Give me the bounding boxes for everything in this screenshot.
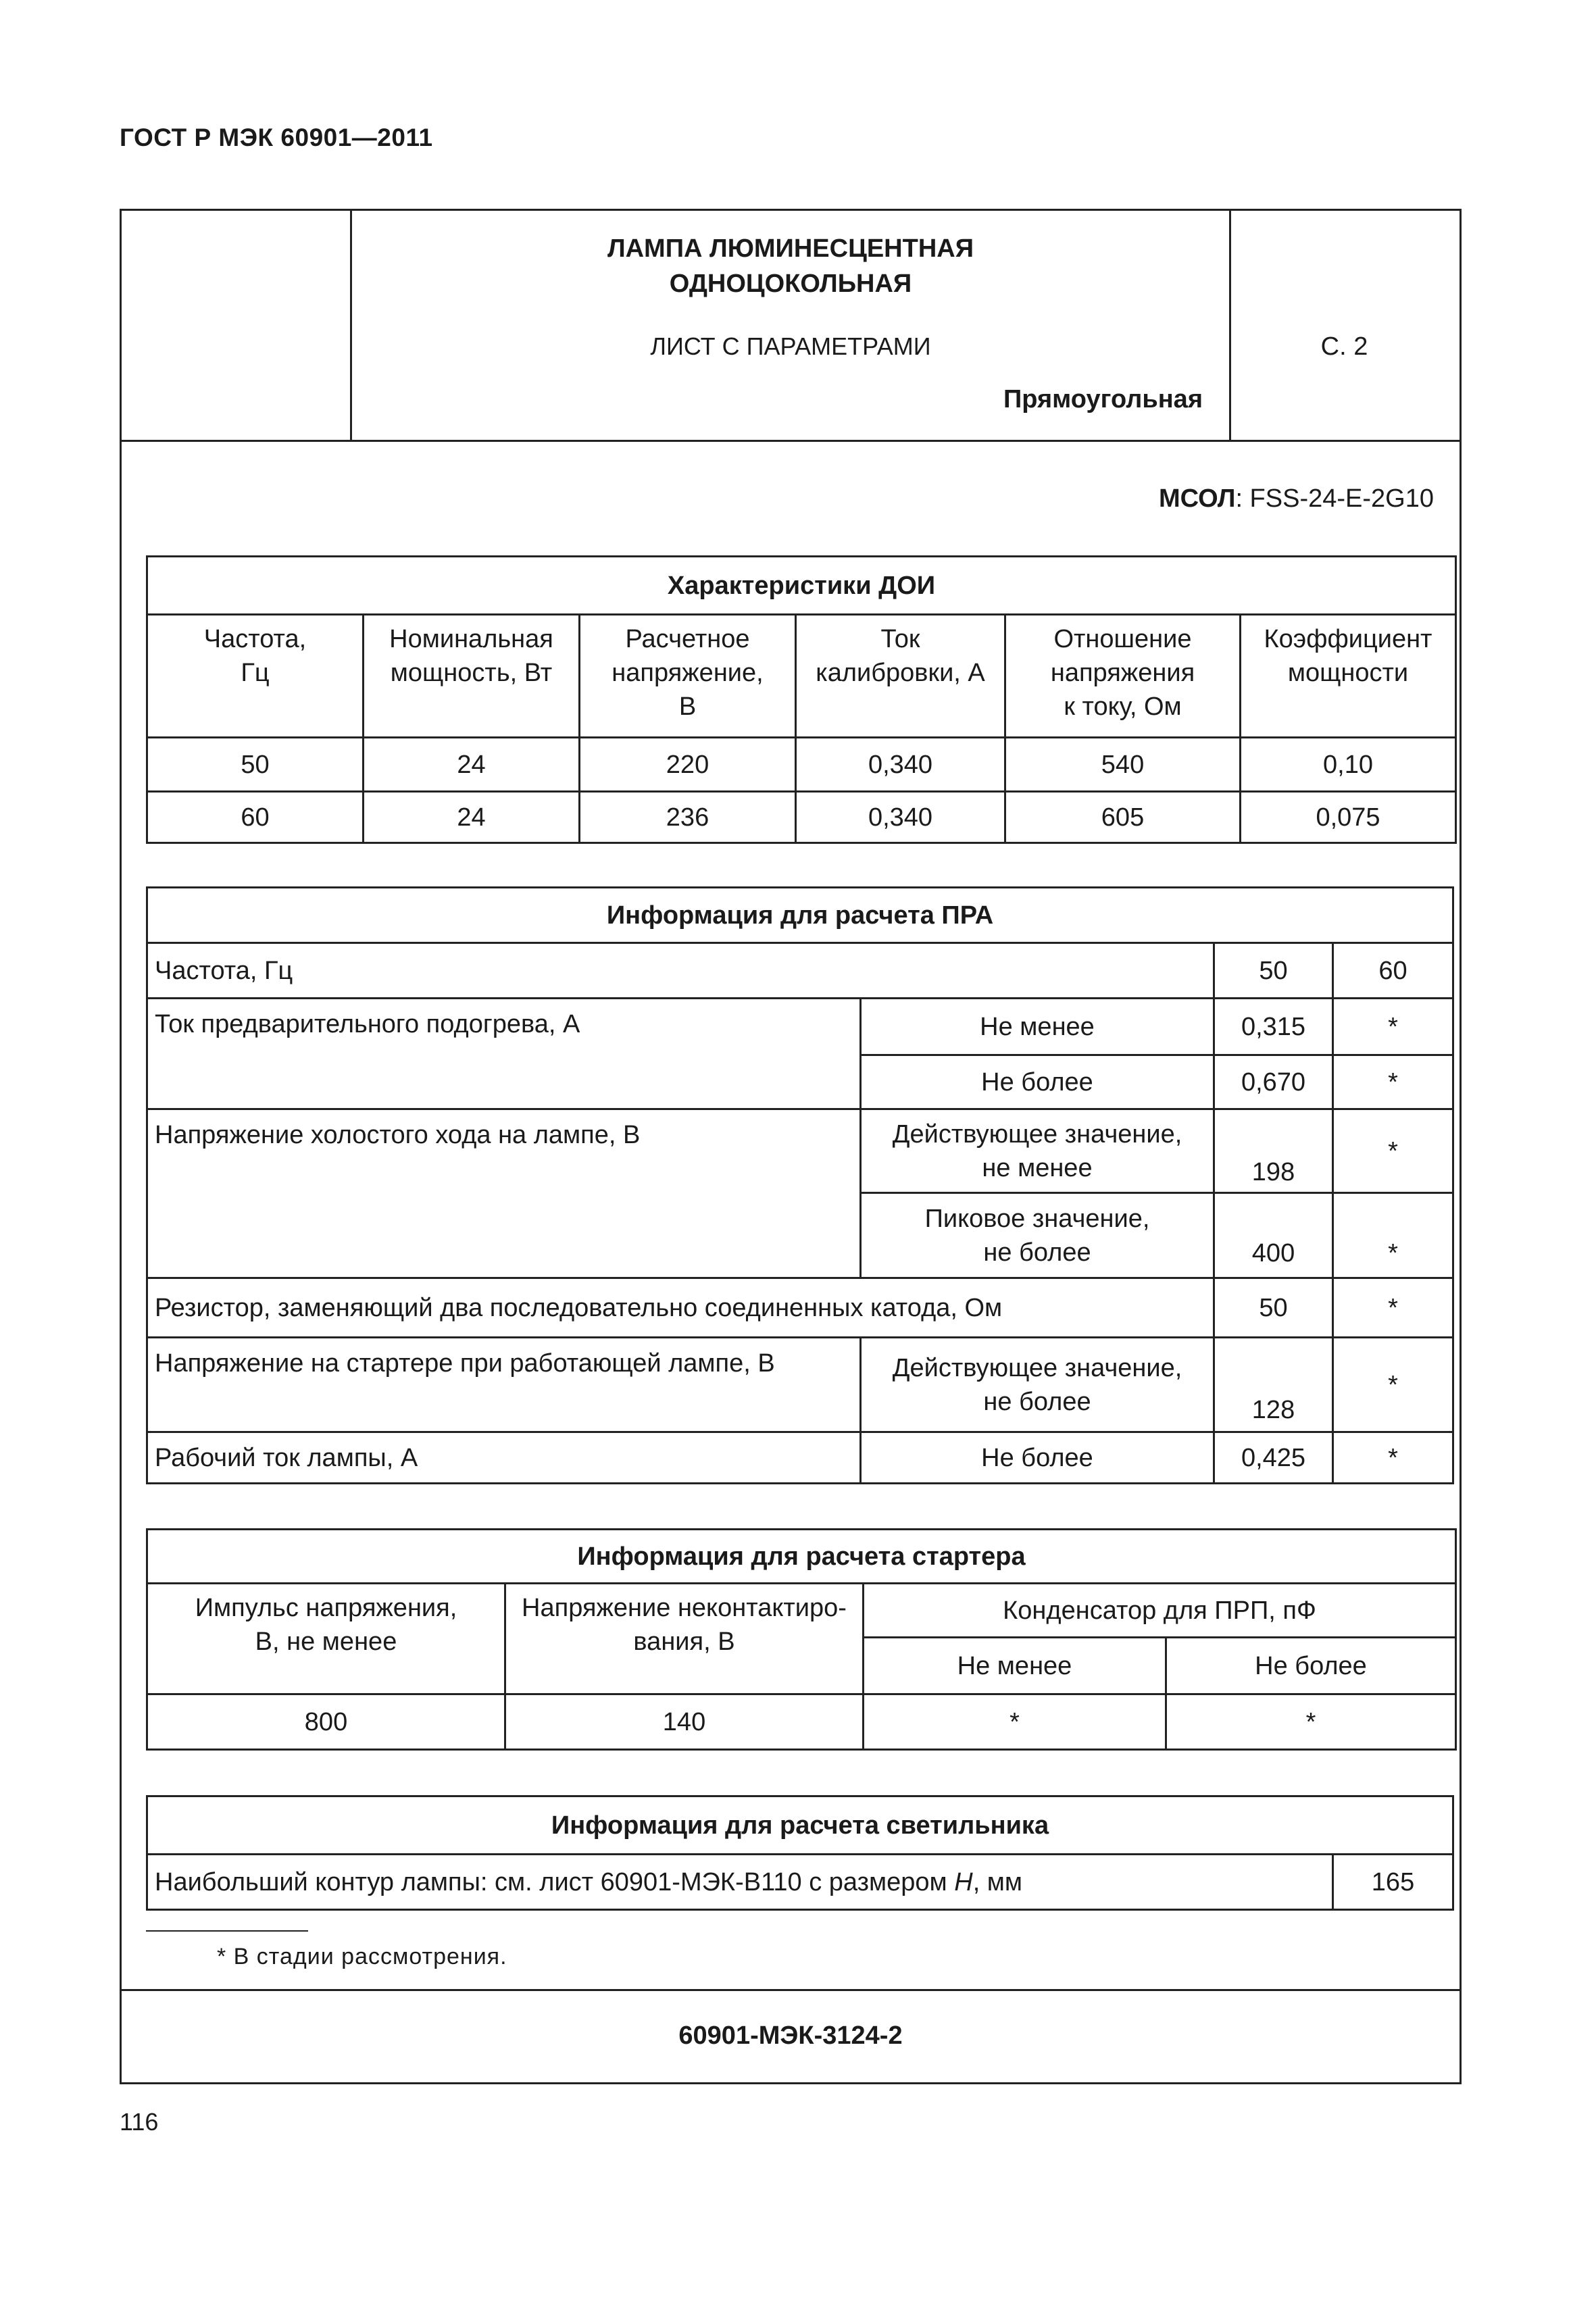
table-row bbox=[147, 738, 1456, 792]
doi-col-power: Номинальная мощность, Вт bbox=[389, 625, 553, 687]
table-row bbox=[147, 792, 1456, 843]
sheet-code: 60901-МЭК-3124-2 bbox=[678, 2021, 903, 2050]
pra-starter-v-label: Напряжение на стартере при работающей лампе, В bbox=[147, 1338, 861, 1432]
doi-col-power-factor: Коэффициент мощности bbox=[1264, 625, 1432, 687]
pra-ocv-rms-label: Действующее значение, не менее bbox=[861, 1109, 1214, 1193]
pra-resistor-label: Резистор, заменяющий два последовательно соединенных катода, Ом bbox=[147, 1278, 1214, 1338]
doi-cell: 0,340 bbox=[796, 792, 1005, 843]
sheet-subtitle: ЛИСТ С ПАРАМЕТРАМИ bbox=[650, 332, 931, 360]
starter-table bbox=[146, 1528, 1457, 1751]
pra-frequency-50: 50 bbox=[1214, 943, 1333, 999]
document-header: ГОСТ Р МЭК 60901—2011 bbox=[120, 124, 433, 151]
starter-col-noncontact: Напряжение неконтактиро- вания, В bbox=[505, 1584, 864, 1694]
pra-table bbox=[146, 886, 1454, 1484]
table-row bbox=[147, 943, 1453, 999]
table-row bbox=[147, 1694, 1456, 1750]
doi-cell: 0,10 bbox=[1241, 738, 1456, 792]
table-row bbox=[147, 999, 1453, 1055]
doi-col-calib-current: Ток калибровки, А bbox=[816, 625, 985, 687]
lamp-title-line2: ОДНОЦОКОЛЬНАЯ bbox=[669, 270, 912, 298]
table-row bbox=[147, 1278, 1453, 1338]
luminaire-label-h: H bbox=[954, 1867, 973, 1896]
doi-col-voltage: Расчетное напряжение, В bbox=[612, 625, 764, 721]
pra-starter-v-50: 128 bbox=[1214, 1338, 1333, 1432]
pra-preheat-max-60: * bbox=[1333, 1055, 1453, 1109]
pra-preheat-label: Ток предварительного подогрева, А bbox=[147, 999, 861, 1109]
starter-cell: 800 bbox=[147, 1694, 505, 1750]
table-row bbox=[147, 1584, 1456, 1638]
lamp-designation bbox=[1159, 484, 1434, 513]
doi-cell: 540 bbox=[1005, 738, 1241, 792]
doi-col-frequency: Частота, Гц bbox=[203, 625, 307, 687]
sheet-number: С. 2 bbox=[1320, 332, 1368, 361]
starter-cell: 140 bbox=[505, 1694, 864, 1750]
pra-preheat-max-50: 0,670 bbox=[1214, 1055, 1333, 1109]
starter-col-capacitor: Конденсатор для ПРП, пФ bbox=[864, 1584, 1456, 1638]
table-row bbox=[147, 1855, 1453, 1910]
footnote-separator bbox=[146, 1930, 308, 1932]
doi-cell: 0,340 bbox=[796, 738, 1005, 792]
title-block bbox=[122, 211, 1460, 442]
pra-preheat-min-label: Не менее bbox=[861, 999, 1214, 1055]
table-row bbox=[147, 1109, 1453, 1193]
pra-frequency-60: 60 bbox=[1333, 943, 1453, 999]
pra-current-60: * bbox=[1333, 1432, 1453, 1484]
doi-header-row bbox=[147, 615, 1456, 738]
luminaire-table bbox=[146, 1795, 1454, 1911]
title-left-cell bbox=[122, 211, 352, 440]
luminaire-contour-value: 165 bbox=[1333, 1855, 1453, 1910]
pra-ocv-rms-50: 198 bbox=[1214, 1109, 1333, 1193]
doi-cell: 50 bbox=[147, 738, 364, 792]
pra-current-label: Рабочий ток лампы, А bbox=[147, 1432, 861, 1484]
starter-cell: * bbox=[864, 1694, 1166, 1750]
table-row bbox=[147, 1432, 1453, 1484]
luminaire-table-title: Информация для расчета светильника bbox=[147, 1796, 1453, 1855]
pra-ocv-peak-60: * bbox=[1333, 1193, 1453, 1278]
luminaire-label-pre: Наибольший контур лампы: см. лист 60901-МЭК-В110 с размером bbox=[155, 1867, 955, 1896]
luminaire-contour-label bbox=[147, 1855, 1333, 1910]
pra-ocv-label: Напряжение холостого хода на лампе, В bbox=[147, 1109, 861, 1278]
pra-frequency-label: Частота, Гц bbox=[147, 943, 1214, 999]
sheet-footer bbox=[122, 1989, 1460, 2084]
doi-cell: 0,075 bbox=[1241, 792, 1456, 843]
pra-current-sub: Не более bbox=[861, 1432, 1214, 1484]
pra-resistor-60: * bbox=[1333, 1278, 1453, 1338]
doi-cell: 236 bbox=[580, 792, 796, 843]
starter-table-title: Информация для расчета стартера bbox=[147, 1530, 1456, 1584]
page-number: 116 bbox=[120, 2108, 159, 2136]
designation-value: : FSS-24-E-2G10 bbox=[1235, 484, 1434, 513]
lamp-shape: Прямоугольная bbox=[1003, 385, 1203, 413]
doi-cell: 24 bbox=[364, 792, 580, 843]
doi-table bbox=[146, 555, 1457, 844]
doi-table-title: Характеристики ДОИ bbox=[147, 557, 1456, 615]
pra-current-50: 0,425 bbox=[1214, 1432, 1333, 1484]
doi-cell: 24 bbox=[364, 738, 580, 792]
pra-ocv-peak-50: 400 bbox=[1214, 1193, 1333, 1278]
footnote: * В стадии рассмотрения. bbox=[217, 1944, 507, 1969]
luminaire-label-post: , мм bbox=[972, 1867, 1023, 1896]
pra-preheat-max-label: Не более bbox=[861, 1055, 1214, 1109]
doi-col-ratio: Отношение напряжения к току, Ом bbox=[1050, 625, 1195, 721]
pra-starter-v-sub: Действующее значение, не более bbox=[861, 1338, 1214, 1432]
pra-preheat-min-50: 0,315 bbox=[1214, 999, 1333, 1055]
starter-capacitor-max: Не более bbox=[1166, 1638, 1456, 1694]
parameter-sheet-frame bbox=[120, 209, 1462, 2084]
lamp-title bbox=[352, 231, 1229, 301]
doi-cell: 605 bbox=[1005, 792, 1241, 843]
pra-resistor-50: 50 bbox=[1214, 1278, 1333, 1338]
starter-capacitor-min: Не менее bbox=[864, 1638, 1166, 1694]
starter-col-pulse: Импульс напряжения, В, не менее bbox=[147, 1584, 505, 1694]
pra-ocv-rms-60: * bbox=[1333, 1109, 1453, 1193]
lamp-title-line1: ЛАМПА ЛЮМИНЕСЦЕНТНАЯ bbox=[607, 234, 974, 263]
doi-cell: 60 bbox=[147, 792, 364, 843]
pra-starter-v-60: * bbox=[1333, 1338, 1453, 1432]
pra-table-title: Информация для расчета ПРА bbox=[147, 888, 1453, 943]
designation-label: МСОЛ bbox=[1159, 484, 1236, 513]
table-row bbox=[147, 1338, 1453, 1432]
pra-ocv-peak-label: Пиковое значение, не более bbox=[861, 1193, 1214, 1278]
pra-preheat-min-60: * bbox=[1333, 999, 1453, 1055]
title-right-cell bbox=[1229, 211, 1460, 440]
starter-cell: * bbox=[1166, 1694, 1456, 1750]
doi-cell: 220 bbox=[580, 738, 796, 792]
